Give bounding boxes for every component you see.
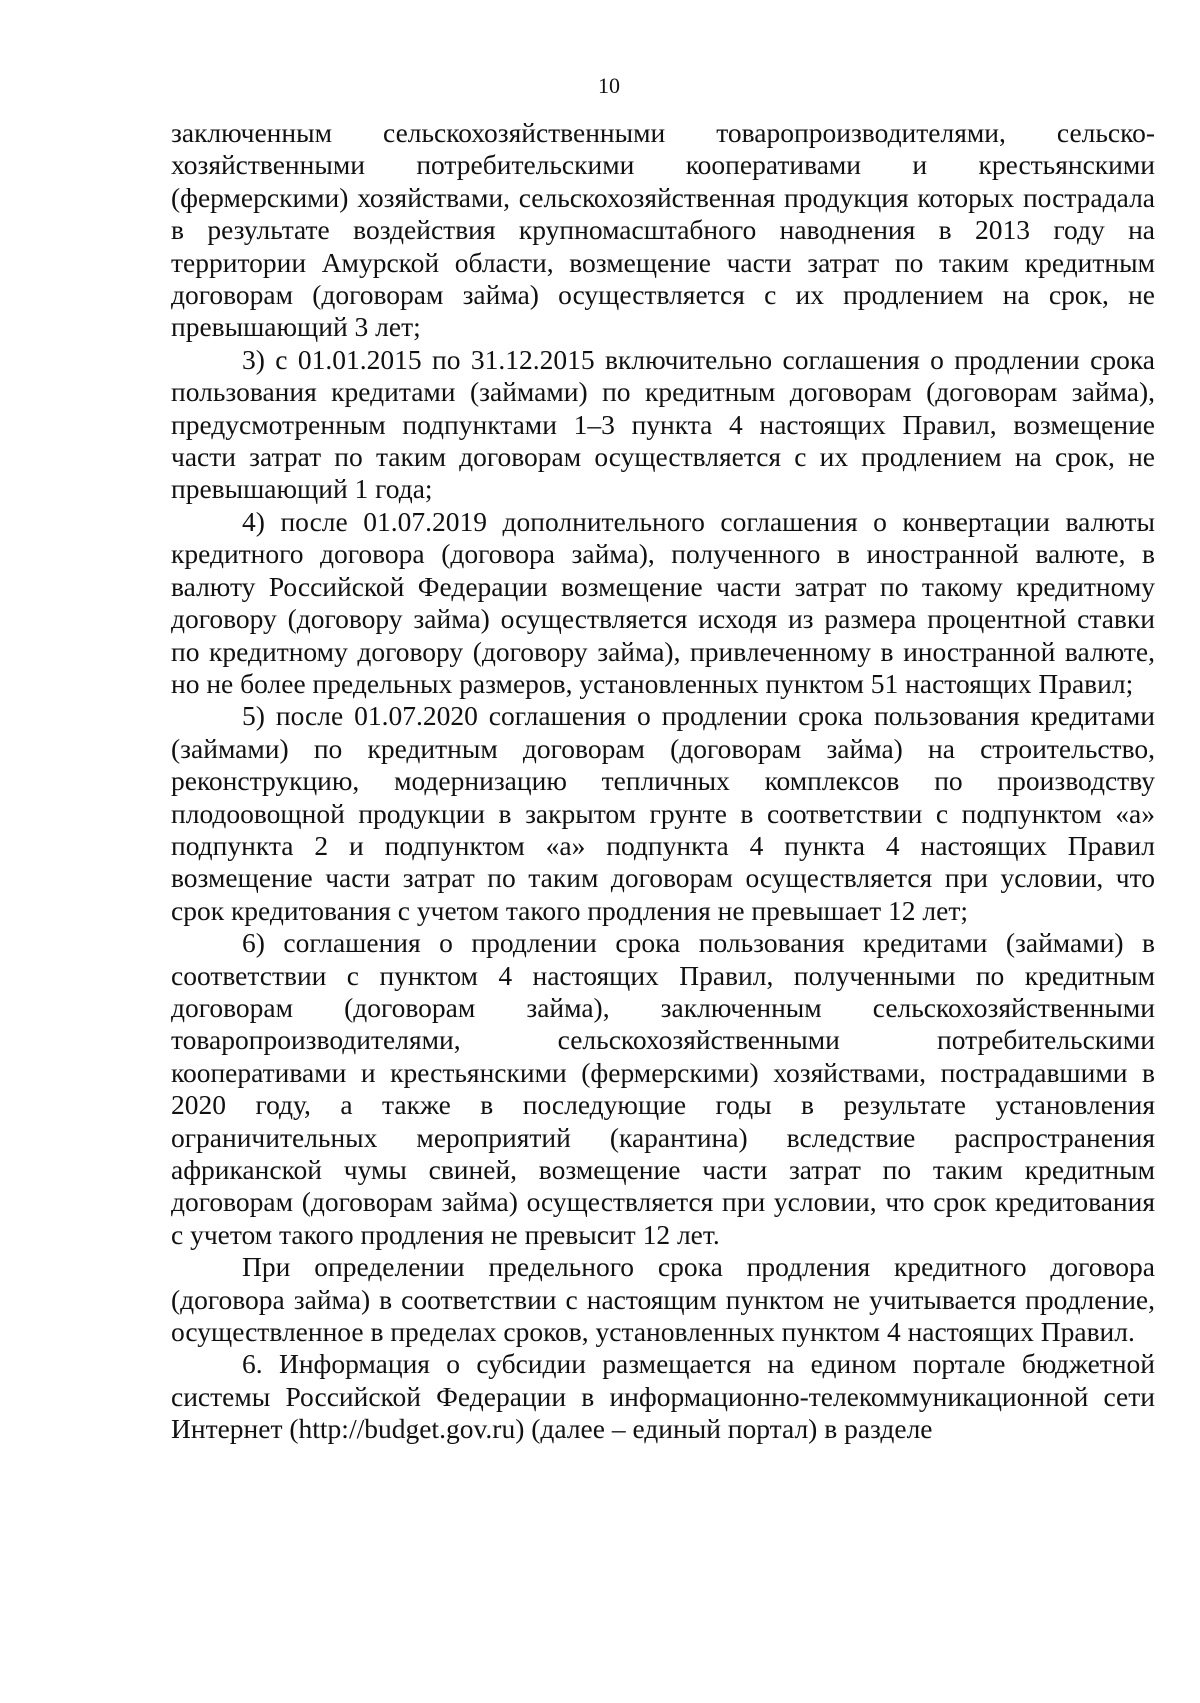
paragraph-item-4: 4) после 01.07.2019 дополнительного соглашения о конвертации валюты кредитного договора (договора займа), полученного в иностранной валюте, в валюту Российской Федерации возмещение части затрат по такому кредитному договору (договору займа) осуществляется исходя из размера процентной ставки по кредитному договору (договору займа), привлеченному в иностранной валюте, но не более предельных размеров, установленных пунктом 51 настоящих Правил; [171,505,1155,699]
paragraph-item-5: 5) после 01.07.2020 соглашения о продлении срока пользования кредитами (займами) по кредитным договорам (договорам займа) на строительство, реконструкцию, модернизацию тепличных комплексов по производству плодоовощной продукции в закрытом грунте в соответствии с подпунктом «а» подпункта 2 и подпунктом «а» подпункта 4 пункта 4 настоящих Правил возмещение части затрат по таким договорам осуществляется при условии, что срок кредитования с учетом такого продления не превышает 12 лет; [171,700,1155,926]
paragraph-item-3: 3) с 01.01.2015 по 31.12.2015 включительно соглашения о продлении срока пользования кредитами (займами) по кредитным договорам (договорам займа), предусмотренным подпунктами 1–3 пункта 4 настоящих Правил, возмещение части затрат по таким договорам осуществляется с их продлением на срок, не превышающий 1 года; [171,343,1155,505]
paragraph-section-6: 6. Информация о субсидии размещается на едином портале бюджетной системы Российской Федерации в информационно-телекоммуникационной сети Интернет (http://budget.gov.ru) (далее – единый портал) в разделе [171,1348,1155,1445]
paragraph-extension-note: При определении предельного срока продления кредитного договора (договора займа) в соответствии с настоящим пунктом не учитывается продление, осуществленное в пределах сроков, установленных пунктом 4 настоящих Правил. [171,1251,1155,1348]
document-body [171,117,1155,1446]
paragraph-continuation: заключенным сельскохозяйственными товаропроизводителями, сельско-хозяйственными потребительскими кооперативами и крестьянскими (фермерскими) хозяйствами, сельскохозяйственная продукция которых пострадала в результате воздействия крупномасштабного наводнения в 2013 году на территории Амурской области, возмещение части затрат по таким кредитным договорам (договорам займа) осуществляется с их продлением на срок, не превышающий 3 лет; [171,117,1155,343]
page-number: 10 [598,73,620,98]
paragraph-item-6: 6) соглашения о продлении срока пользования кредитами (займами) в соответствии с пунктом 4 настоящих Правил, полученными по кредитным договорам (договорам займа), заключенным сельскохозяйственными товаропроизводителями, сельскохозяйственными потребительскими кооперативами и крестьянскими (фермерскими) хозяйствами, пострадавшими в 2020 году, а также в последующие годы в результате установления ограничительных мероприятий (карантина) вследствие распространения африканской чумы свиней, возмещение части затрат по таким кредитным договорам (договорам займа) осуществляется при условии, что срок кредитования с учетом такого продления не превысит 12 лет. [171,927,1155,1250]
